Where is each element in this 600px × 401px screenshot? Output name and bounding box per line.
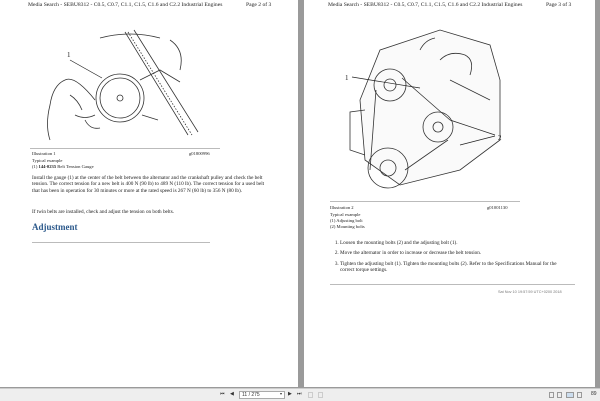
caption: (2) Mounting bolts xyxy=(330,224,365,229)
caption: Typical example xyxy=(330,212,361,217)
right-page xyxy=(304,0,595,387)
engine-illustration xyxy=(340,20,510,200)
two-page-icon[interactable] xyxy=(566,392,574,398)
page-number: Page 2 of 3 xyxy=(246,2,272,8)
caption: Typical example xyxy=(32,158,63,163)
page-header: Media Search - SEBU8312 - C0.5, C0.7, C1.1, C1.5, C1.6 and C2.2 Industrial Engines xyxy=(328,2,523,8)
illustration-label: Illustration 2 xyxy=(330,205,354,210)
prev-page-icon[interactable]: ◀ xyxy=(230,391,234,397)
paragraph: Install the gauge (1) at the center of the belt between the alternator and the crankshaft pulley and check the belt tension. The correct tension for a new belt is 400 N (90 lb) to 489 N (110 lb). The correct tension for a used belt that has been in operation for 30 minutes or more at the rated speed is 267 N (60 lb) to 356 N (80 lb). xyxy=(32,175,265,194)
viewer-toolbar xyxy=(0,388,600,401)
section-heading: Adjustment xyxy=(32,222,78,232)
single-page-icon[interactable] xyxy=(549,392,554,398)
page-number-input[interactable]: 11 / 275 xyxy=(239,391,285,399)
belt-tension-gauge-illustration xyxy=(40,20,210,150)
callout-2: 2 xyxy=(498,134,502,142)
illustration-id: g01800996 xyxy=(189,151,210,156)
rotate-icon[interactable] xyxy=(308,392,313,398)
step-item: 3. Tighten the adjusting bolt (1). Tighten the mounting bolts (2). Refer to the Specifications Manual for the correct torque settings. xyxy=(340,261,558,274)
next-page-icon[interactable]: ▶ xyxy=(288,391,292,397)
first-page-icon[interactable]: ⏮ xyxy=(220,391,225,397)
callout-arrow xyxy=(70,60,102,78)
last-page-icon[interactable]: ⏭ xyxy=(297,391,302,397)
left-page xyxy=(0,0,298,387)
illustration-id: g01001130 xyxy=(487,205,508,210)
steps-list xyxy=(328,240,558,277)
fit-icon[interactable] xyxy=(318,392,323,398)
page-header: Media Search - SEBU8312 - C0.5, C0.7, C1.1, C1.5, C1.6 and C2.2 Industrial Engines xyxy=(28,2,223,8)
step-item: 1. Loosen the mounting bolts (2) and the adjusting bolt (1). xyxy=(340,240,558,246)
timestamp: Sat Nov 10 19:57:59 UTC+0200 2018 xyxy=(498,290,562,294)
paragraph: If twin belts are installed, check and adjust the tension on both belts. xyxy=(32,209,175,215)
step-item: 2. Move the alternator in order to increase or decrease the belt tension. xyxy=(340,250,558,256)
callout-1: 1 xyxy=(345,74,349,82)
caption: (1) Adjusting bolt xyxy=(330,218,363,223)
scroll-icon[interactable] xyxy=(577,392,582,398)
page-number: Page 3 of 3 xyxy=(546,2,572,8)
zoom-level[interactable]: 89 xyxy=(591,391,597,397)
continuous-icon[interactable] xyxy=(557,392,562,398)
page-dropdown-icon[interactable]: ▾ xyxy=(280,391,283,396)
callout-1: 1 xyxy=(67,51,71,59)
caption-part: (1) 144-0235 Belt Tension Gauge xyxy=(32,164,94,169)
illustration-label: Illustration 1 xyxy=(32,151,56,156)
